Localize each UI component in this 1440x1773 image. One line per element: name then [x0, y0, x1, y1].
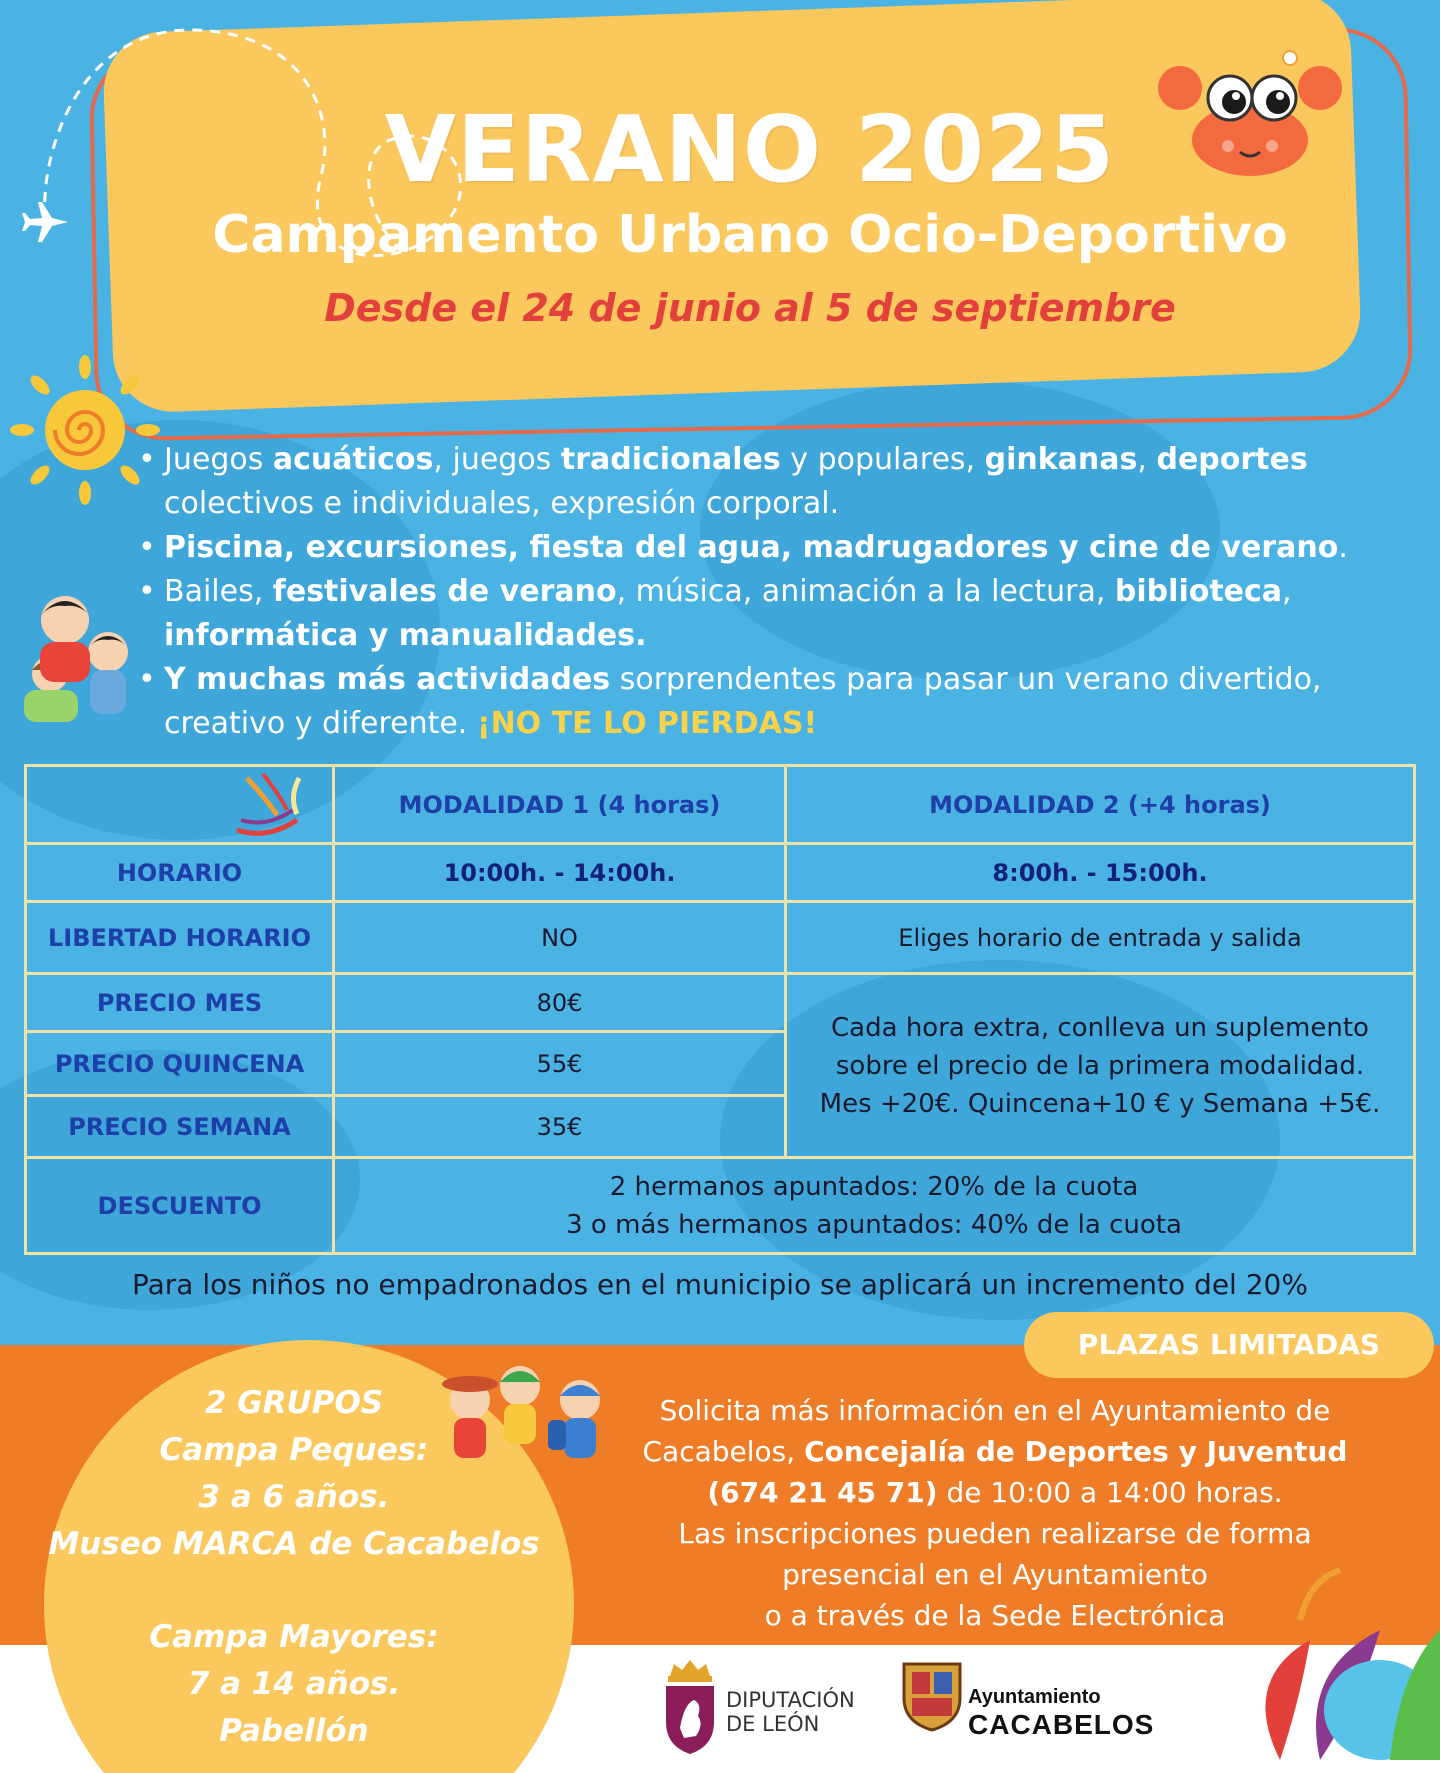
peques-age: 3 a 6 años. [198, 1479, 390, 1515]
info-line: Las inscripciones pueden realizarse de forma [678, 1517, 1312, 1550]
m2-price-line: sobre el precio de la primera modalidad. [835, 1050, 1365, 1081]
activity-text: , juegos [433, 442, 561, 477]
m2-price-line: Cada hora extra, conlleva un suplemento [831, 1012, 1369, 1043]
diputacion-text [726, 1688, 855, 1736]
diputacion-leon-logo-icon [660, 1658, 720, 1758]
ayto-line: Ayuntamiento [968, 1686, 1101, 1708]
activity-text: , música, animación a la lectura, [616, 574, 1115, 609]
row-label-precio-semana: PRECIO SEMANA [26, 1096, 334, 1158]
activity-text: Y muchas más actividades [164, 662, 611, 697]
m2-price-line: Mes +20€. Quincena+10 € y Semana +5€. [819, 1088, 1381, 1119]
activity-text: colectivos e individuales, expresión corporal. [164, 486, 840, 521]
activity-text: Bailes, [164, 574, 273, 609]
descuento-line: 2 hermanos apuntados: 20% de la cuota [609, 1171, 1139, 1202]
page-title: VERANO 2025 [384, 96, 1116, 203]
diputacion-line: DE LEÓN [726, 1712, 820, 1736]
row-label-descuento: DESCUENTO [26, 1158, 334, 1254]
kids-illustration-icon [10, 590, 140, 730]
crab-icon [1150, 48, 1350, 188]
row-label-precio-quincena: PRECIO QUINCENA [26, 1032, 334, 1096]
mayores-name: Campa Mayores: [149, 1619, 439, 1655]
descuento-value [334, 1158, 1415, 1254]
info-text: de 10:00 a 14:00 horas. [937, 1476, 1283, 1509]
activity-text: Juegos [164, 442, 273, 477]
info-line: Solicita más información en el Ayuntamiento de [659, 1394, 1331, 1427]
precio-quincena-m1: 55€ [334, 1032, 786, 1096]
descuento-line: 3 o más hermanos apuntados: 40% de la cuota [566, 1209, 1182, 1240]
col-header-modalidad-2: MODALIDAD 2 (+4 horas) [786, 766, 1415, 844]
peques-name: Campa Peques: [159, 1432, 429, 1468]
activity-text: , [1137, 442, 1157, 477]
info-line [600, 1472, 1390, 1513]
table-row [26, 844, 1415, 902]
fee-table [24, 764, 1416, 1255]
activity-text: . [1338, 530, 1348, 565]
activity-text: deportes [1156, 442, 1308, 477]
table-row [26, 974, 1415, 1032]
info-line [600, 1431, 1390, 1472]
activity-text: y populares, [780, 442, 985, 477]
activity-item [138, 658, 1408, 746]
footnote: Para los niños no empadronados en el municipio se aplicará un incremento del 20% [132, 1268, 1308, 1301]
table-header-row [26, 766, 1415, 844]
libertad-m2: Eliges horario de entrada y salida [786, 902, 1415, 974]
libertad-m1: NO [334, 902, 786, 974]
activity-text: acuáticos [272, 442, 434, 477]
date-range: Desde el 24 de junio al 5 de septiembre [324, 286, 1176, 330]
groups-title: 2 GRUPOS [204, 1385, 384, 1421]
activity-text: biblioteca [1114, 574, 1283, 609]
highlight-text: ¡NO TE LO PIERDAS! [476, 706, 818, 741]
precio-semana-m1: 35€ [334, 1096, 786, 1158]
precio-mes-m1: 80€ [334, 974, 786, 1032]
horario-m1: 10:00h. - 14:00h. [334, 844, 786, 902]
corner-cell [26, 766, 334, 844]
table-row [26, 902, 1415, 974]
activity-item [138, 526, 1408, 570]
m2-price-note [786, 974, 1415, 1158]
activity-text: informática y manualidades. [164, 618, 647, 653]
col-header-modalidad-1: MODALIDAD 1 (4 horas) [334, 766, 786, 844]
ayto-line: CACABELOS [968, 1709, 1155, 1740]
horario-m2: 8:00h. - 15:00h. [786, 844, 1415, 902]
activity-text: festivales de verano [272, 574, 617, 609]
activity-text: ginkanas [984, 442, 1138, 477]
activity-item [138, 438, 1408, 526]
page-subtitle: Campamento Urbano Ocio-Deportivo [212, 205, 1288, 265]
activities-list [138, 438, 1408, 746]
plazas-badge: PLAZAS LIMITADAS [1024, 1312, 1434, 1378]
cacabelos-text [968, 1686, 1154, 1741]
row-label-precio-mes: PRECIO MES [26, 974, 334, 1032]
diputacion-line: DIPUTACIÓN [726, 1688, 855, 1712]
table-row [26, 1158, 1415, 1254]
swoosh-logo-icon [227, 770, 307, 840]
mayores-age: 7 a 14 años. [187, 1666, 401, 1702]
info-line: presencial en el Ayuntamiento [782, 1558, 1208, 1591]
activity-text: , [1282, 574, 1292, 609]
info-line: o a través de la Sede Electrónica [764, 1599, 1226, 1632]
row-label-horario: HORARIO [26, 844, 334, 902]
peques-place: Museo MARCA de Cacabelos [48, 1526, 540, 1562]
activity-text: tradicionales [560, 442, 781, 477]
hikers-illustration-icon [430, 1360, 620, 1490]
activity-item [138, 570, 1408, 658]
concejalia-name: Concejalía de Deportes y Juventud [804, 1435, 1348, 1468]
activity-text: sorprendentes para pasar un verano divertido, creativo y diferente. [164, 662, 1322, 741]
activity-text: Piscina, excursiones, fiesta del agua, madrugadores y cine de verano [164, 530, 1339, 565]
leaves-icon [1240, 1560, 1440, 1773]
phone-number[interactable]: (674 21 45 71) [707, 1476, 938, 1509]
cacabelos-shield-icon [900, 1658, 964, 1734]
info-text: Cacabelos, [642, 1435, 805, 1468]
row-label-libertad: LIBERTAD HORARIO [26, 902, 334, 974]
mayores-place: Pabellón [219, 1713, 369, 1749]
